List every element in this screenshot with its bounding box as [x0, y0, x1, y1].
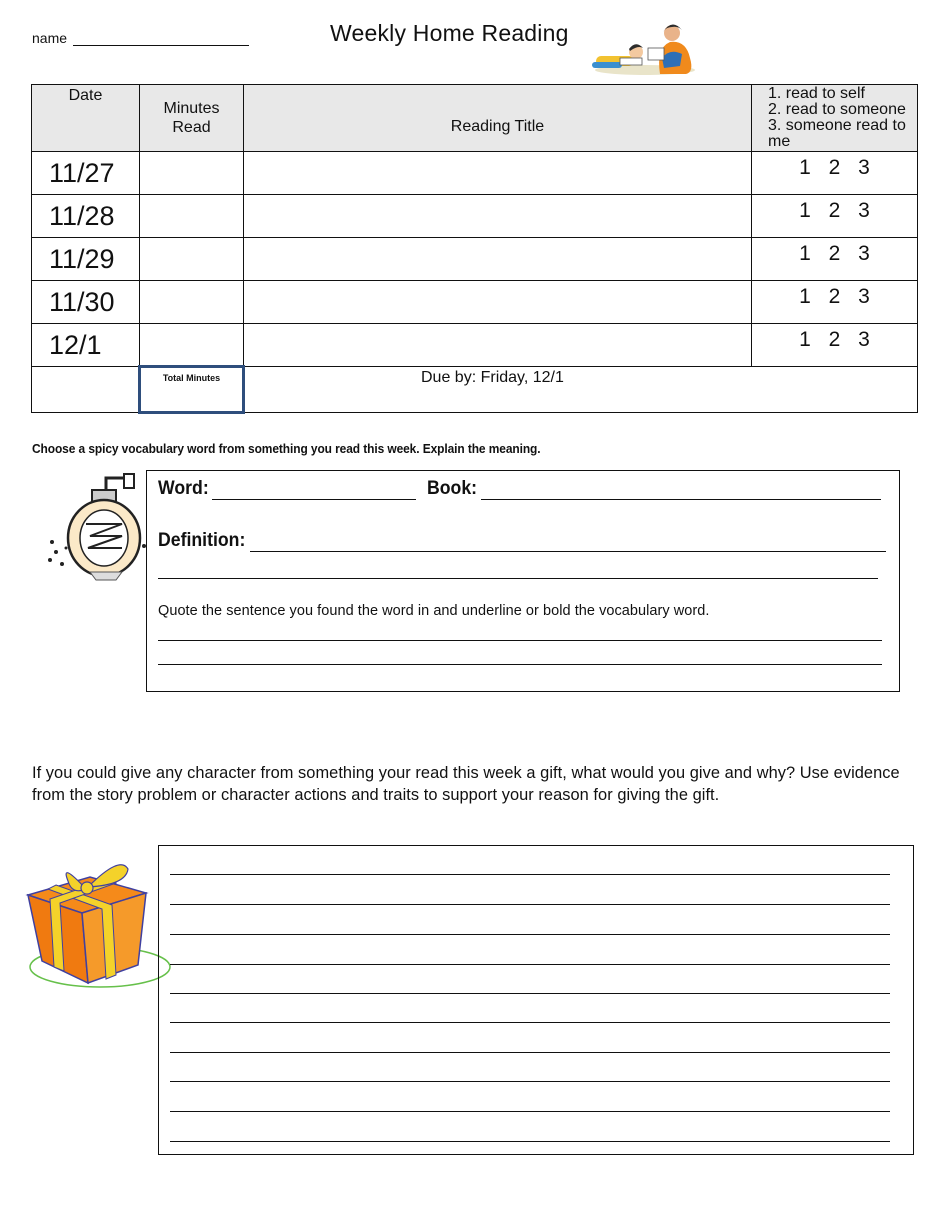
response-line[interactable] — [170, 1141, 890, 1142]
gift-prompt: If you could give any character from something your read this week a gift, what would you give and why? Use evidence from the story problem or character actions and traits to support your reason for giving the gift. — [32, 764, 900, 804]
total-row — [32, 367, 918, 413]
response-line[interactable] — [170, 934, 890, 935]
response-line[interactable] — [170, 1111, 890, 1112]
response-line[interactable] — [170, 1052, 890, 1053]
title-input[interactable] — [244, 281, 752, 324]
due-date: Due by: Friday, 12/1 — [244, 367, 918, 413]
table-row — [32, 281, 918, 324]
response-line[interactable] — [170, 993, 890, 994]
gift-response-box — [158, 845, 914, 1155]
title-input[interactable] — [244, 238, 752, 281]
kids-reading-illustration — [590, 18, 700, 78]
column-header-minutes-line2: Read — [172, 119, 211, 136]
definition-field[interactable] — [250, 551, 886, 552]
name-label: name — [32, 30, 68, 46]
book-label: Book: — [427, 478, 478, 499]
minutes-input[interactable] — [140, 195, 244, 238]
empty-cell — [32, 367, 140, 413]
title-input[interactable] — [244, 324, 752, 367]
response-line[interactable] — [170, 964, 890, 965]
table-row — [32, 152, 918, 195]
table-row — [32, 324, 918, 367]
title-input[interactable] — [244, 195, 752, 238]
response-line[interactable] — [170, 904, 890, 905]
reading-mode-options[interactable]: 1 2 3 — [752, 281, 918, 324]
response-line[interactable] — [170, 874, 890, 875]
table-header-row — [32, 85, 918, 152]
reading-mode-options[interactable]: 1 2 3 — [752, 324, 918, 367]
response-line[interactable] — [170, 1081, 890, 1082]
gift-box-illustration — [20, 855, 175, 995]
vocab-prompt: Choose a spicy vocabulary word from something you read this week. Explain the meaning. — [32, 441, 541, 456]
name-field[interactable] — [73, 45, 249, 46]
column-header-title: Reading Title — [244, 85, 752, 152]
definition-field-continued[interactable] — [158, 578, 878, 579]
response-line[interactable] — [170, 1022, 890, 1023]
minutes-input[interactable] — [140, 152, 244, 195]
quote-line[interactable] — [158, 640, 882, 641]
vocab-response-box — [146, 470, 900, 692]
reading-mode-options[interactable]: 1 2 3 — [752, 195, 918, 238]
reading-mode-options[interactable]: 1 2 3 — [752, 152, 918, 195]
table-row — [32, 195, 918, 238]
page-title: Weekly Home Reading — [330, 20, 569, 46]
date-cell: 11/30 — [32, 281, 140, 324]
column-header-minutes-line1: Minutes — [163, 100, 220, 117]
title-input[interactable] — [244, 152, 752, 195]
date-cell: 12/1 — [32, 324, 140, 367]
column-header-minutes — [140, 85, 244, 152]
legend-item: 2. read to someone — [768, 101, 906, 118]
word-label: Word: — [158, 478, 209, 499]
table-row — [32, 238, 918, 281]
reading-log-table — [31, 84, 918, 414]
reading-mode-legend — [752, 85, 918, 152]
minutes-input[interactable] — [140, 238, 244, 281]
reading-mode-options[interactable]: 1 2 3 — [752, 238, 918, 281]
pepper-grinder-illustration — [46, 472, 146, 590]
column-header-date: Date — [32, 85, 140, 152]
legend-item: 1. read to self — [768, 85, 865, 102]
minutes-input[interactable] — [140, 281, 244, 324]
word-field[interactable] — [212, 499, 416, 500]
book-field[interactable] — [481, 499, 881, 500]
date-cell: 11/27 — [32, 152, 140, 195]
quote-prompt: Quote the sentence you found the word in and underline or bold the vocabulary word. — [158, 603, 710, 619]
legend-item: 3. someone read to me — [768, 117, 906, 150]
date-cell: 11/29 — [32, 238, 140, 281]
date-cell: 11/28 — [32, 195, 140, 238]
quote-line[interactable] — [158, 664, 882, 665]
definition-label: Definition: — [158, 530, 246, 551]
minutes-input[interactable] — [140, 324, 244, 367]
total-minutes-box[interactable]: Total Minutes — [140, 367, 244, 413]
